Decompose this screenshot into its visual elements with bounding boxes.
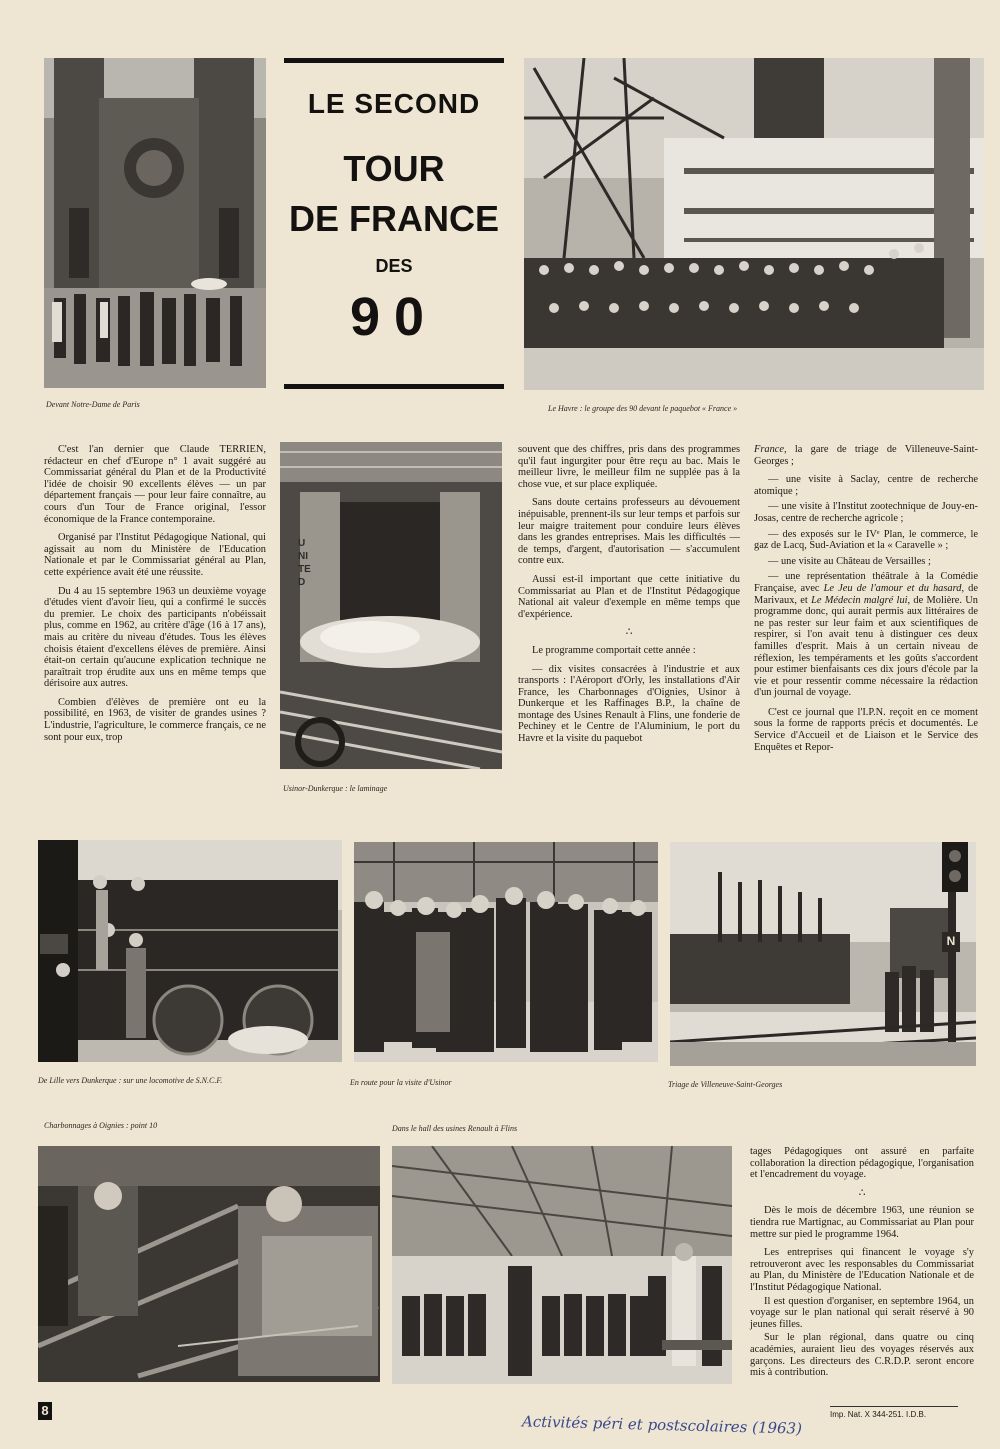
title-line-4: DES [375,256,413,276]
track-sign-n: N [946,934,956,948]
paragraph: Il est question d'organiser, en septembre 1964, un voyage sur le plan national qui serait réservé à 90 jeunes filles. [750,1295,974,1330]
caption-triage: Triage de Villeneuve-Saint-Georges [668,1080,783,1089]
paragraph [754,444,978,467]
paragraph [754,571,978,699]
paragraph: Du 4 au 15 septembre 1963 un deuxième voyage d'études vient d'avoir lieu, qui a confirmé le succès du premier. Le choix des participants n'obéissait plus, comme en 1962, au critère d'âge (16 à 17 ans), mais au critère du niveau d'études. Tous les élèves choisis étaient d'excellens élèves de première. Ainsi était-on certain qu'aucune explication technique ne paraîtrait trop érudite aux uns en même temps que dérisoire aux autres. [44,585,266,690]
section-separator: ∴ [625,627,633,639]
caption-usinor: Usinor-Dunkerque : le laminage [283,784,388,793]
caption-charbonnages: Charbonnages à Oignies : point 10 [44,1121,158,1130]
paragraph: Le programme comportait cette année : [532,644,696,656]
paragraph: Organisé par l'Institut Pédagogique National, qui agissait au nom du Ministère de l'Education Nationale et par le Commissariat général au Plan, cette expérience avait été une réussite. [44,532,266,578]
article-column-3 [754,444,978,760]
article-column-4 [750,1146,974,1386]
paragraph: Les entreprises qui financent le voyage s'y retrouveront avec les responsables du Commissariat au Plan, du Ministère de l'Education Nationale et de l'Institut Pédagogique National. [750,1247,974,1293]
photo-en-route-usinor [354,842,658,1062]
paragraph: Sur le plan régional, dans quatre ou cinq académies, auraient lieu des voyages réservés aux garçons. Les directeurs des C.R.D.P. seront encore mis à contribution. [750,1332,974,1379]
paragraph: — une visite à l'Institut zootechnique de Jouy-en-Josas, centre de recherche agricole ; [754,501,978,524]
title-rule-top [284,58,504,63]
caption-lille-dunkerque: De Lille vers Dunkerque : sur une locomotive de S.N.C.F. [38,1076,223,1085]
caption-le-havre: Le Havre : le groupe des 90 devant le paquebot « France » [548,404,738,413]
handwritten-note: Activités péri et postscolaires (1963) [521,1412,803,1438]
paragraph: souvent que des chiffres, pris dans des programmes qu'il faut ingurgiter pour être reçu au bac. Mais le meilleur livre, le meilleur film ne supplée pas à la chose vue, et sur place expliquée. [518,444,740,490]
title-line-5: 90 [349,287,439,347]
imprint: Imp. Nat. X 344-251. I.D.B. [830,1410,927,1419]
paragraph: C'est l'an dernier que Claude TERRIEN, rédacteur en chef d'Europe n° 1 avait suggéré au Commissariat général du Plan et de la Productivité l'idée de choisir 90 excellents élèves — un par département français — pour leur faire connaître, au cours d'un Tour de France original, l'essor économique de la France contemporaine. [44,444,266,525]
photo-usinor-laminage [280,442,502,769]
article-column-2 [518,444,740,752]
paragraph: Sans doute certains professeurs au dévouement inépuisable, prennent-ils sur leur temps et parfois sur leur maigre traitement pour conduire leurs élèves dans les grandes entreprises. Mais les difficultés — de temps, d'argent, d'autorisation — s'accumulent contre eux. [518,497,740,567]
title-line-1: LE SECOND [307,88,481,119]
play-title: Le Jeu de l'amour et du hasard [823,582,962,594]
paragraph-text: , de Marivaux, et [754,582,978,606]
paragraph: — une visite à Saclay, centre de recherche atomique ; [754,474,978,497]
paragraph-text: , de Molière. Un programme donc, qui aurait permis aux littéraires de ne pas rester sur leur faim et aux scientifiques de respirer, si l'on avait tenu à distinguer ces deux familles d'esprit. Mais à un certain niveau de réflexion, les tempéraments et les goûts s'accordent pour estimer bienfaisants ces dix jours d'école par la vie et pour ressentir comme nécessaire la rédaction d'un journal de voyage. [754,594,979,699]
paragraph: — une visite au Château de Versailles ; [768,555,931,567]
headline [284,58,504,391]
paragraph: — des exposés sur le IVᵉ Plan, le commerce, le gaz de Lacq, Sud-Aviation et la « Caravelle » ; [754,528,978,552]
photo-locomotive [38,840,342,1062]
title-rule-bottom [284,384,504,389]
title-line-2: TOUR [343,148,445,189]
title-line-3: DE FRANCE [288,198,499,239]
photo-renault-hall [392,1146,732,1384]
paragraph: C'est ce journal que l'I.P.N. reçoit en ce moment sous la forme de rapports précis et documentés. Le Service d'Accueil et de Liaison et le Service des Enquêtes et Repor- [754,706,978,753]
page-number: 8 [38,1402,52,1420]
paragraph-text: — une représentation théâtrale à la Comédie Française, avec [754,571,978,594]
caption-renault: Dans le hall des usines Renault à Flins [392,1124,518,1133]
photo-triage [670,842,976,1066]
play-title: Le Médecin malgré lui [811,594,908,606]
ship-name: France, [754,444,787,455]
caption-notre-dame: Devant Notre-Dame de Paris [46,400,140,409]
paragraph-text: la gare de triage de Villeneuve-Saint-Georges ; [754,444,978,467]
article-column-1 [44,444,266,750]
photo-le-havre [524,58,984,390]
paragraph: Aussi est-il important que cette initiative du Commissariat au Plan et de l'Institut Pédagogique National ait valeur d'exemple en même temps que d'expérience. [518,573,740,620]
paragraph: Combien d'élèves de première ont eu la possibilité, en 1963, de visiter de grandes usines ? L'industrie, l'agriculture, le commerce français, ce ne sont pour eux, trop [44,696,266,743]
section-separator: ∴ [858,1187,866,1199]
paragraph: tages Pédagogiques ont assuré en parfaite collaboration la direction pédagogique, l'organisation et l'encadrement du voyage. [750,1146,974,1181]
paragraph: — dix visites consacrées à l'industrie et aux transports : l'Aéroport d'Orly, les installations d'Air France, les Charbonnages d'Oignies, Usinor à Dunkerque et les Raffinages B.P., la chaîne de montage des Usines Renault à Flins, une fonderie de Pechiney et le Centre de l'Aluminium, le port du Havre et la visite du paquebot [518,663,740,745]
caption-en-route: En route pour la visite d'Usinor [350,1078,452,1087]
photo-notre-dame [44,58,266,388]
imprint-rule [830,1406,958,1407]
paragraph: Dès le mois de décembre 1963, une réunion se tiendra rue Martignac, au Commissariat au Plan pour mettre sur pied le programme 1964. [750,1205,974,1240]
united-label: UNITED [298,538,311,588]
photo-charbonnages [38,1146,380,1382]
